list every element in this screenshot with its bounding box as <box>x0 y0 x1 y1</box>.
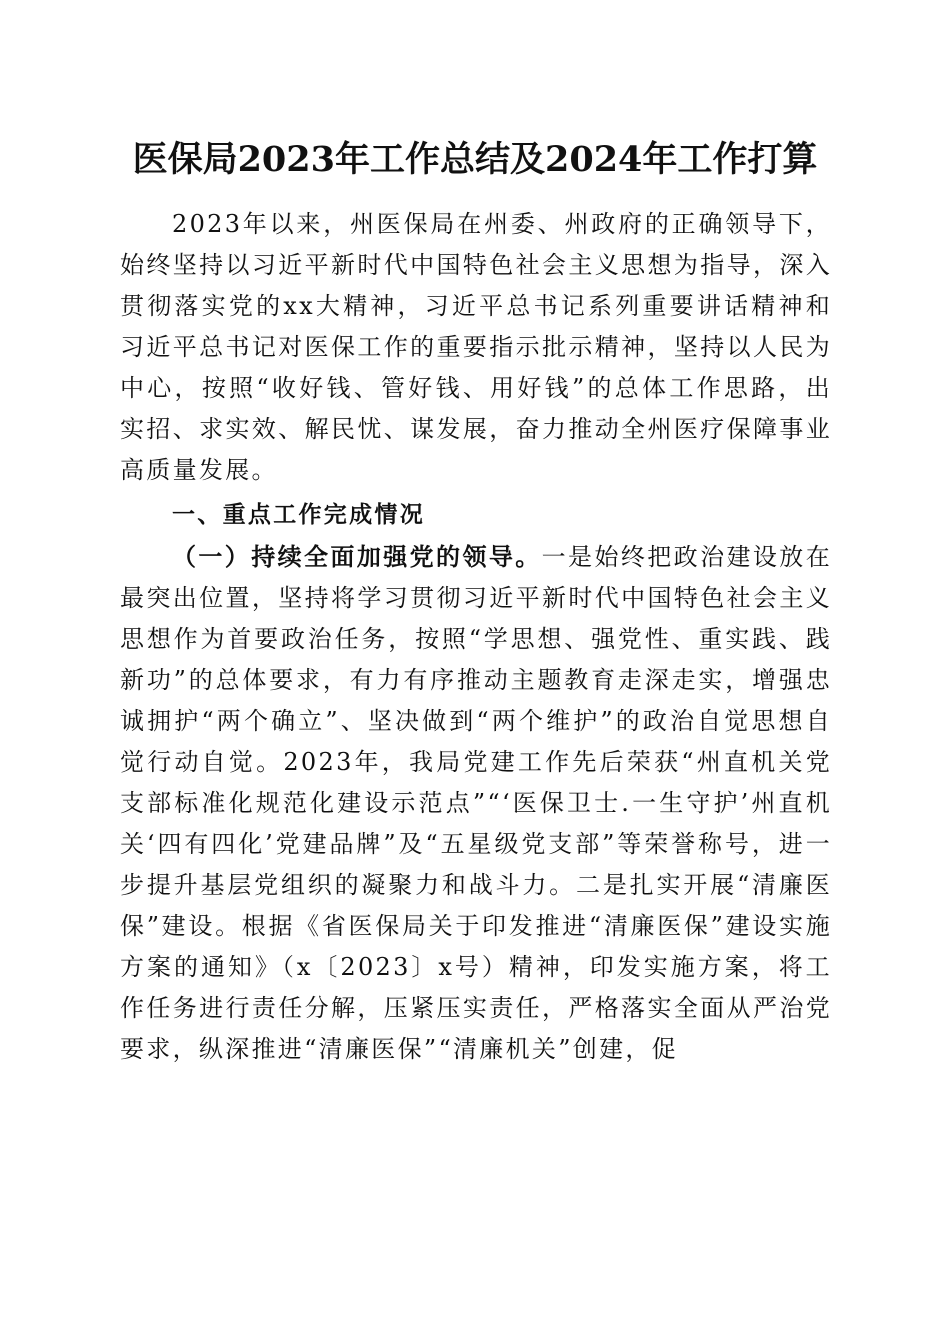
document-body <box>120 204 832 1070</box>
document-title: 医保局2023年工作总结及2024年工作打算 <box>132 139 818 180</box>
intro-paragraph: 2023年以来，州医保局在州委、州政府的正确领导下，始终坚持以习近平新时代中国特色社会主义思想为指导，深入贯彻落实党的xx大精神，习近平总书记系列重要讲话精神和习近平总书记对医保工作的重要指示批示精神，坚持以人民为中心，按照“收好钱、管好钱、用好钱”的总体工作思路，出实招、求实效、解民忧、谋发展，奋力推动全州医疗保障事业高质量发展。 <box>120 210 832 484</box>
subsection-body: 一是始终把政治建设放在最突出位置，坚持将学习贯彻习近平新时代中国特色社会主义思想作为首要政治任务，按照“学思想、强党性、重实践、践新功”的总体要求，有力有序推动主题教育走深走实，增强忠诚拥护“两个确立”、坚决做到“两个维护”的政治自觉思想自觉行动自觉。2023年，我局党建工作先后荣获“州直机关党支部标准化规范化建设示范点”“‘医保卫士.一生守护’州直机关‘四有四化’党建品牌”及“五星级党支部”等荣誉称号，进一步提升基层党组织的凝聚力和战斗力。二是扎实开展“清廉医保”建设。根据《省医保局关于印发推进“清廉医保”建设实施方案的通知》（x〔2023〕x号）精神，印发实施方案，将工作任务进行责任分解，压紧压实责任，严格落实全面从严治党要求，纵深推进“清廉医保”“清廉机关”创建，促 <box>120 543 832 1063</box>
subsection-paragraph <box>120 536 832 1070</box>
section-heading: 一、重点工作完成情况 <box>172 502 425 528</box>
subsection-lead: （一）持续全面加强党的领导。 <box>172 542 542 571</box>
